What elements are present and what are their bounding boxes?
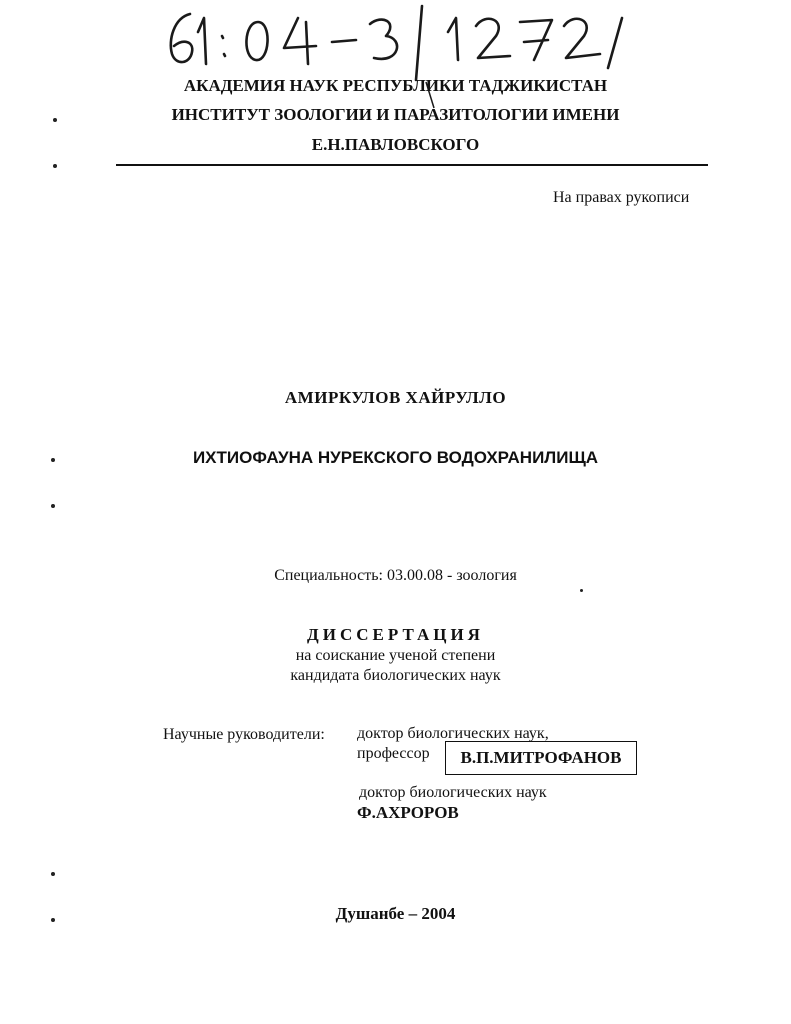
manuscript-rights: На правах рукописи xyxy=(553,189,690,206)
author-name: АМИРКУЛОВ ХАЙРУЛЛО xyxy=(284,388,507,407)
supervisor-1-degree: доктор биологических наук, xyxy=(357,725,549,742)
scan-speck xyxy=(51,872,55,876)
specialty: Специальность: 03.00.08 - зоология xyxy=(274,567,517,584)
scan-speck xyxy=(53,118,57,122)
header-divider xyxy=(116,164,708,166)
supervisor-2-name: Ф.АХРОРОВ xyxy=(357,803,459,822)
scan-speck xyxy=(580,589,583,592)
supervisor-1-title: профессор xyxy=(357,745,430,762)
handwritten-archive-mark xyxy=(160,0,630,82)
scan-speck xyxy=(51,458,55,462)
scan-speck xyxy=(51,504,55,508)
place-and-year: Душанбе – 2004 xyxy=(335,904,456,923)
scan-speck xyxy=(51,918,55,922)
supervisor-1-name: В.П.МИТРОФАНОВ xyxy=(445,741,637,775)
institution-line-3: Е.Н.ПАВЛОВСКОГО xyxy=(311,135,480,154)
dissertation-heading: ДИССЕРТАЦИЯ xyxy=(307,625,484,644)
institution-line-1: АКАДЕМИЯ НАУК РЕСПУБЛИКИ ТАДЖИКИСТАН xyxy=(183,76,608,95)
degree-line-2: кандидата биологических наук xyxy=(290,667,501,684)
supervisor-2-degree: доктор биологических наук xyxy=(359,784,547,801)
dissertation-title: ИХТИОФАУНА НУРЕКСКОГО ВОДОХРАНИЛИЩА xyxy=(192,448,599,467)
institution-line-2: ИНСТИТУТ ЗООЛОГИИ И ПАРАЗИТОЛОГИИ ИМЕНИ xyxy=(171,105,620,124)
scan-speck xyxy=(53,164,57,168)
degree-line-1: на соискание ученой степени xyxy=(295,647,496,664)
supervisors-label: Научные руководители: xyxy=(163,726,325,743)
